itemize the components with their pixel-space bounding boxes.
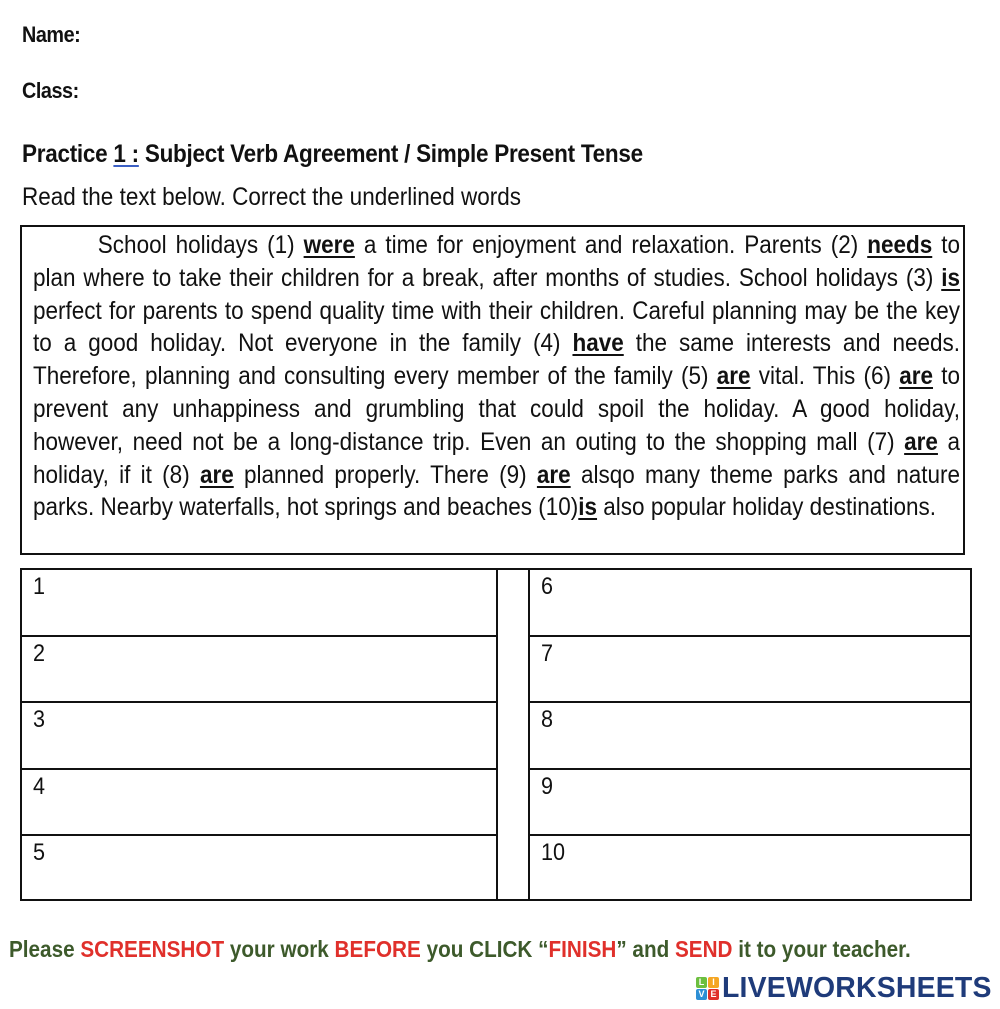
answer-cell-3[interactable]	[22, 703, 496, 770]
answer-cell-1[interactable]	[22, 570, 496, 637]
logo-letter-tile: V	[696, 989, 707, 1000]
passage-segment: to plan where to take their children for a break, after months of studies. School holidays (3)	[33, 231, 961, 292]
answer-number: 8	[541, 706, 554, 733]
answer-cell-9[interactable]	[530, 770, 970, 837]
answer-number: 10	[541, 839, 566, 866]
logo-letter-tile: I	[708, 977, 719, 988]
notice-text: you CLICK “	[420, 936, 549, 962]
passage-segment: vital. This (6)	[750, 362, 900, 391]
underlined-verb: is	[578, 493, 598, 522]
answer-input-5[interactable]	[33, 869, 454, 897]
passage-segment: the same interests and needs. Therefore, planning and consulting every member of the family (5)	[33, 329, 960, 391]
logo-letter-tile: L	[696, 977, 707, 988]
answer-input-7[interactable]	[541, 670, 931, 698]
passage-segment: School holidays (1)	[97, 231, 304, 259]
answer-number: 9	[541, 772, 554, 800]
practice-title: Subject Verb Agreement / Simple Present Tense	[138, 140, 643, 168]
answer-number: 4	[33, 772, 46, 800]
answer-input-9[interactable]	[541, 803, 931, 831]
underlined-verb: is	[941, 263, 960, 292]
class-label: Class:	[22, 78, 79, 103]
passage-segment: alsqo many theme parks and nature parks. Nearby waterfalls, hot springs and beaches (10)	[33, 460, 960, 522]
underlined-verb: are	[536, 460, 571, 489]
passage-segment: to prevent any unhappiness and grumbling that could spoil the holiday. A good holiday, however, need not be a long-distance trip. Even an outing to the shopping mall (7)	[33, 362, 960, 456]
answer-table	[20, 568, 972, 901]
liveworksheets-brand	[696, 972, 997, 1005]
answer-column-right	[528, 568, 972, 901]
answer-cell-8[interactable]	[530, 703, 970, 770]
passage-segment: planned properly. There (9)	[233, 460, 537, 489]
practice-prefix: Practice	[22, 140, 114, 168]
instruction-text: Read the text below. Correct the underlined words	[22, 183, 522, 211]
answer-number: 6	[541, 573, 554, 600]
answer-cell-6[interactable]	[530, 570, 970, 637]
underlined-verb: were	[303, 231, 355, 259]
answer-cell-7[interactable]	[530, 637, 970, 704]
column-gap	[496, 568, 530, 901]
answer-input-2[interactable]	[33, 670, 454, 698]
underlined-verb: are	[199, 460, 234, 489]
liveworksheets-logo-icon	[696, 977, 719, 1000]
answer-number: 1	[33, 573, 46, 600]
notice-emphasis: BEFORE	[334, 936, 421, 962]
answer-cell-2[interactable]	[22, 637, 496, 704]
answer-cell-10[interactable]	[530, 836, 970, 903]
notice-emphasis: FINISH	[548, 936, 617, 962]
passage-segment: a time for enjoyment and relaxation. Parents (2)	[354, 231, 868, 259]
passage-box	[20, 225, 965, 555]
notice-text: Please	[8, 936, 81, 962]
answer-input-4[interactable]	[33, 803, 454, 831]
underlined-verb: are	[716, 362, 751, 391]
answer-input-3[interactable]	[33, 736, 454, 764]
answer-input-6[interactable]	[541, 603, 931, 631]
answer-input-1[interactable]	[33, 603, 454, 631]
underlined-verb: needs	[867, 231, 933, 259]
answer-number: 2	[33, 639, 46, 667]
notice-text: it to your teacher.	[732, 936, 911, 962]
brand-name: LIVEWORKSHEETS	[722, 972, 992, 1004]
underlined-verb: have	[572, 329, 624, 358]
passage-text	[33, 229, 960, 524]
underlined-verb: are	[899, 362, 934, 391]
screenshot-notice	[0, 936, 920, 963]
answer-column-left	[20, 568, 498, 901]
practice-number: 1 :	[113, 140, 139, 168]
notice-text: ” and	[616, 936, 675, 962]
underlined-verb: are	[904, 427, 938, 456]
passage-segment: perfect for parents to spend quality time with their children. Careful planning may be the key to a good holiday. Not everyone in the family (4)	[33, 296, 960, 358]
notice-text: your work	[224, 936, 335, 962]
answer-input-10[interactable]	[541, 869, 931, 897]
practice-heading	[22, 140, 643, 169]
name-label: Name:	[22, 22, 81, 47]
answer-number: 5	[33, 839, 46, 866]
answer-cell-4[interactable]	[22, 770, 496, 837]
answer-cell-5[interactable]	[22, 836, 496, 903]
answer-number: 3	[33, 706, 46, 733]
logo-letter-tile: E	[708, 989, 719, 1000]
passage-segment: also popular holiday destinations.	[597, 493, 937, 522]
passage-segment: a holiday, if it (8)	[33, 427, 960, 489]
notice-emphasis: SCREENSHOT	[80, 936, 225, 962]
answer-input-8[interactable]	[541, 736, 931, 764]
answer-number: 7	[541, 639, 554, 667]
notice-emphasis: SEND	[674, 936, 733, 962]
